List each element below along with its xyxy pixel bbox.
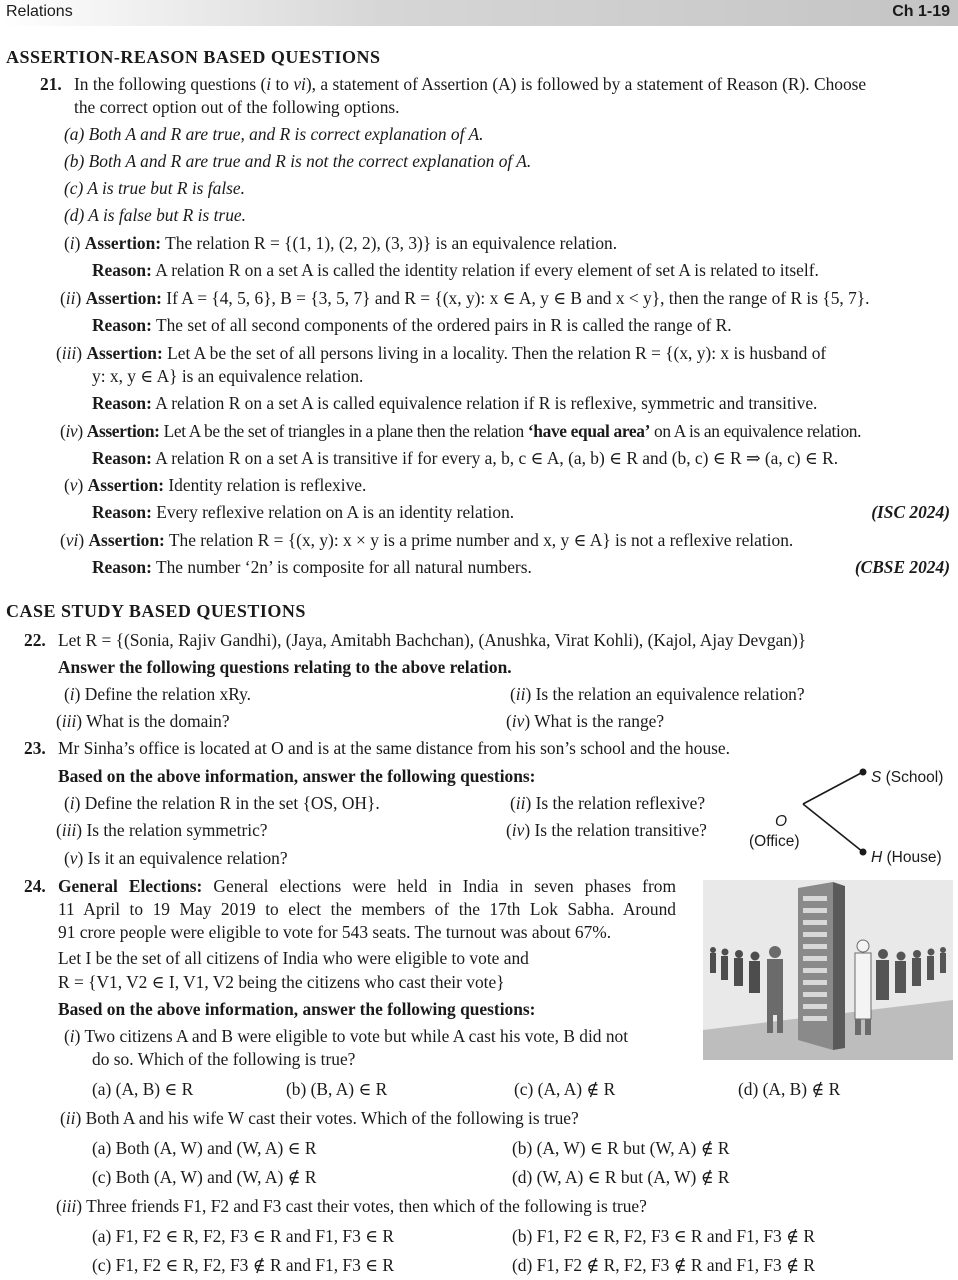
- label-office: (Office): [749, 833, 800, 850]
- q21-ii-reason: Reason: The set of all second components of the ordered pairs in R is called the range of R.: [92, 315, 732, 335]
- q21-v-assertion: (v) Assertion: Identity relation is reflexive.: [64, 475, 367, 495]
- q24-p3-option-d: (d) F1, F2 ∉ R, F2, F3 ∉ R and F1, F3 ∉ R: [512, 1255, 815, 1275]
- label-school: S (School): [871, 769, 944, 786]
- point-h: [860, 849, 867, 856]
- q24-p2-option-a: (a) Both (A, W) and (W, A) ∈ R: [92, 1138, 317, 1158]
- q21-iv-reason: Reason: A relation R on a set A is transitive if for every a, b, c ∈ A, (a, b) ∈ R and (b, c) ∈ R ⇒ (a, c) ∈ R.: [92, 448, 839, 468]
- voters-queue-illustration-icon: [703, 880, 953, 1060]
- q23-part-iv: (iv) Is the relation transitive?: [506, 820, 707, 840]
- q21-vi-reason: Reason: The number ‘2n’ is composite for all natural numbers.: [92, 557, 532, 577]
- q21-i-reason: Reason: A relation R on a set A is called the identity relation if every element of set A is related to itself.: [92, 260, 819, 280]
- q23-number: 23.: [24, 738, 46, 758]
- q24-p3-option-c: (c) F1, F2 ∈ R, F2, F3 ∉ R and F1, F3 ∈ R: [92, 1255, 394, 1275]
- q24-p3-option-a: (a) F1, F2 ∈ R, F2, F3 ∈ R and F1, F3 ∈ R: [92, 1226, 394, 1246]
- q24-p2-option-c: (c) Both (A, W) and (W, A) ∉ R: [92, 1167, 317, 1187]
- q24-p1-option-d: (d) (A, B) ∉ R: [738, 1079, 841, 1099]
- q22-part-iii: (iii) What is the domain?: [56, 711, 230, 731]
- q23-part-iii: (iii) Is the relation symmetric?: [56, 820, 268, 840]
- q22-number: 22.: [24, 630, 46, 650]
- q24-line3: 91 crore people were eligible to vote for 543 seats. The turnout was about 67%.: [58, 922, 612, 942]
- q24-p1-option-c: (c) (A, A) ∉ R: [514, 1079, 616, 1099]
- q21-iii-reason: Reason: A relation R on a set A is called equivalence relation if R is reflexive, symmetric and transitive.: [92, 393, 818, 413]
- q22-part-iv: (iv) What is the range?: [506, 711, 665, 731]
- q23-stem: Mr Sinha’s office is located at O and is at the same distance from his son’s school and the house.: [58, 738, 730, 758]
- point-s: [860, 769, 867, 776]
- q21-option-a: (a) Both A and R are true, and R is correct explanation of A.: [64, 124, 484, 144]
- q24-p3-option-b: (b) F1, F2 ∈ R, F2, F3 ∈ R and F1, F3 ∉ R: [512, 1226, 815, 1246]
- section-heading-assertion: ASSERTION-REASON BASED QUESTIONS: [6, 47, 381, 67]
- q21-iv-assertion: (iv) Assertion: Let A be the set of triangles in a plane then the relation ‘have equal area’ on A is an equivalence relation.: [60, 421, 862, 441]
- section-heading-case-study: CASE STUDY BASED QUESTIONS: [6, 601, 306, 621]
- q21-option-b: (b) Both A and R are true and R is not the correct explanation of A.: [64, 151, 532, 171]
- q21-i-assertion: (i) Assertion: The relation R = {(1, 1), (2, 2), (3, 3)} is an equivalence relation.: [64, 233, 618, 253]
- q24-line4: Let I be the set of all citizens of India who were eligible to vote and: [58, 948, 529, 968]
- q21-option-c: (c) A is true but R is false.: [64, 178, 245, 198]
- q24-part-i-line1: (i) Two citizens A and B were eligible to vote but while A cast his vote, B did not: [64, 1026, 629, 1046]
- q21-option-d: (d) A is false but R is true.: [64, 205, 246, 225]
- q24-part-i-line2: do so. Which of the following is true?: [92, 1049, 356, 1069]
- source-cbse-2024: (CBSE 2024): [854, 557, 950, 577]
- q21-intro-line2: the correct option out of the following options.: [74, 97, 400, 117]
- q23-part-i: (i) Define the relation R in the set {OS, OH}.: [64, 793, 380, 813]
- office-school-house-diagram: [745, 762, 955, 872]
- q24-p2-option-b: (b) (A, W) ∈ R but (W, A) ∉ R: [512, 1138, 730, 1158]
- q21-vi-assertion: (vi) Assertion: The relation R = {(x, y): x × y is a prime number and x, y ∈ A} is not a reflexive relation.: [60, 530, 794, 550]
- q24-line5: R = {V1, V2 ∈ I, V1, V2 being the citizens who cast their vote}: [58, 972, 505, 992]
- q24-instruction: Based on the above information, answer the following questions:: [58, 999, 536, 1019]
- page-header: [0, 0, 958, 26]
- q24-p1-option-a: (a) (A, B) ∈ R: [92, 1079, 194, 1099]
- label-house: H (House): [871, 849, 942, 866]
- q21-ii-assertion: (ii) Assertion: If A = {4, 5, 6}, B = {3, 5, 7} and R = {(x, y): x ∈ A, y ∈ B and x < y}, then the range of R is {5, 7}.: [60, 288, 870, 308]
- q21-iii-assertion-line2: y: x, y ∈ A} is an equivalence relation.: [92, 366, 364, 386]
- page-number: Ch 1-19: [892, 3, 950, 20]
- q24-p2-option-d: (d) (W, A) ∈ R but (A, W) ∉ R: [512, 1167, 730, 1187]
- q21-intro-line1: In the following questions (i to vi), a statement of Assertion (A) is followed by a statement of Reason (R). Choose: [74, 74, 867, 94]
- q22-instruction: Answer the following questions relating to the above relation.: [58, 657, 512, 677]
- q24-line1: General Elections: General elections were held in India in seven phases from: [58, 876, 676, 896]
- q24-line2: 11 April to 19 May 2019 to elect the members of the 17th Lok Sabha. Around: [58, 899, 676, 919]
- q21-iii-assertion-line1: (iii) Assertion: Let A be the set of all persons living in a locality. Then the relation R = {(x, y): x is husband of: [56, 343, 827, 363]
- q24-p1-option-b: (b) (B, A) ∈ R: [286, 1079, 388, 1099]
- q24-part-iii: (iii) Three friends F1, F2 and F3 cast their votes, then which of the following is true?: [56, 1196, 647, 1216]
- q24-number: 24.: [24, 876, 46, 896]
- q23-instruction: Based on the above information, answer the following questions:: [58, 766, 536, 786]
- label-o: O: [775, 813, 788, 830]
- q21-number: 21.: [40, 74, 62, 94]
- q22-part-i: (i) Define the relation xRy.: [64, 684, 252, 704]
- q21-v-reason: Reason: Every reflexive relation on A is an identity relation.: [92, 502, 515, 522]
- q22-part-ii: (ii) Is the relation an equivalence relation?: [510, 684, 805, 704]
- q23-part-ii: (ii) Is the relation reflexive?: [510, 793, 706, 813]
- chapter-title: Relations: [6, 3, 73, 20]
- q23-part-v: (v) Is it an equivalence relation?: [64, 848, 288, 868]
- q22-stem: Let R = {(Sonia, Rajiv Gandhi), (Jaya, Amitabh Bachchan), (Anushka, Virat Kohli), (Kajol, Ajay Devgan)}: [58, 630, 807, 650]
- q24-part-ii: (ii) Both A and his wife W cast their votes. Which of the following is true?: [60, 1108, 579, 1128]
- source-isc-2024: (ISC 2024): [871, 502, 950, 522]
